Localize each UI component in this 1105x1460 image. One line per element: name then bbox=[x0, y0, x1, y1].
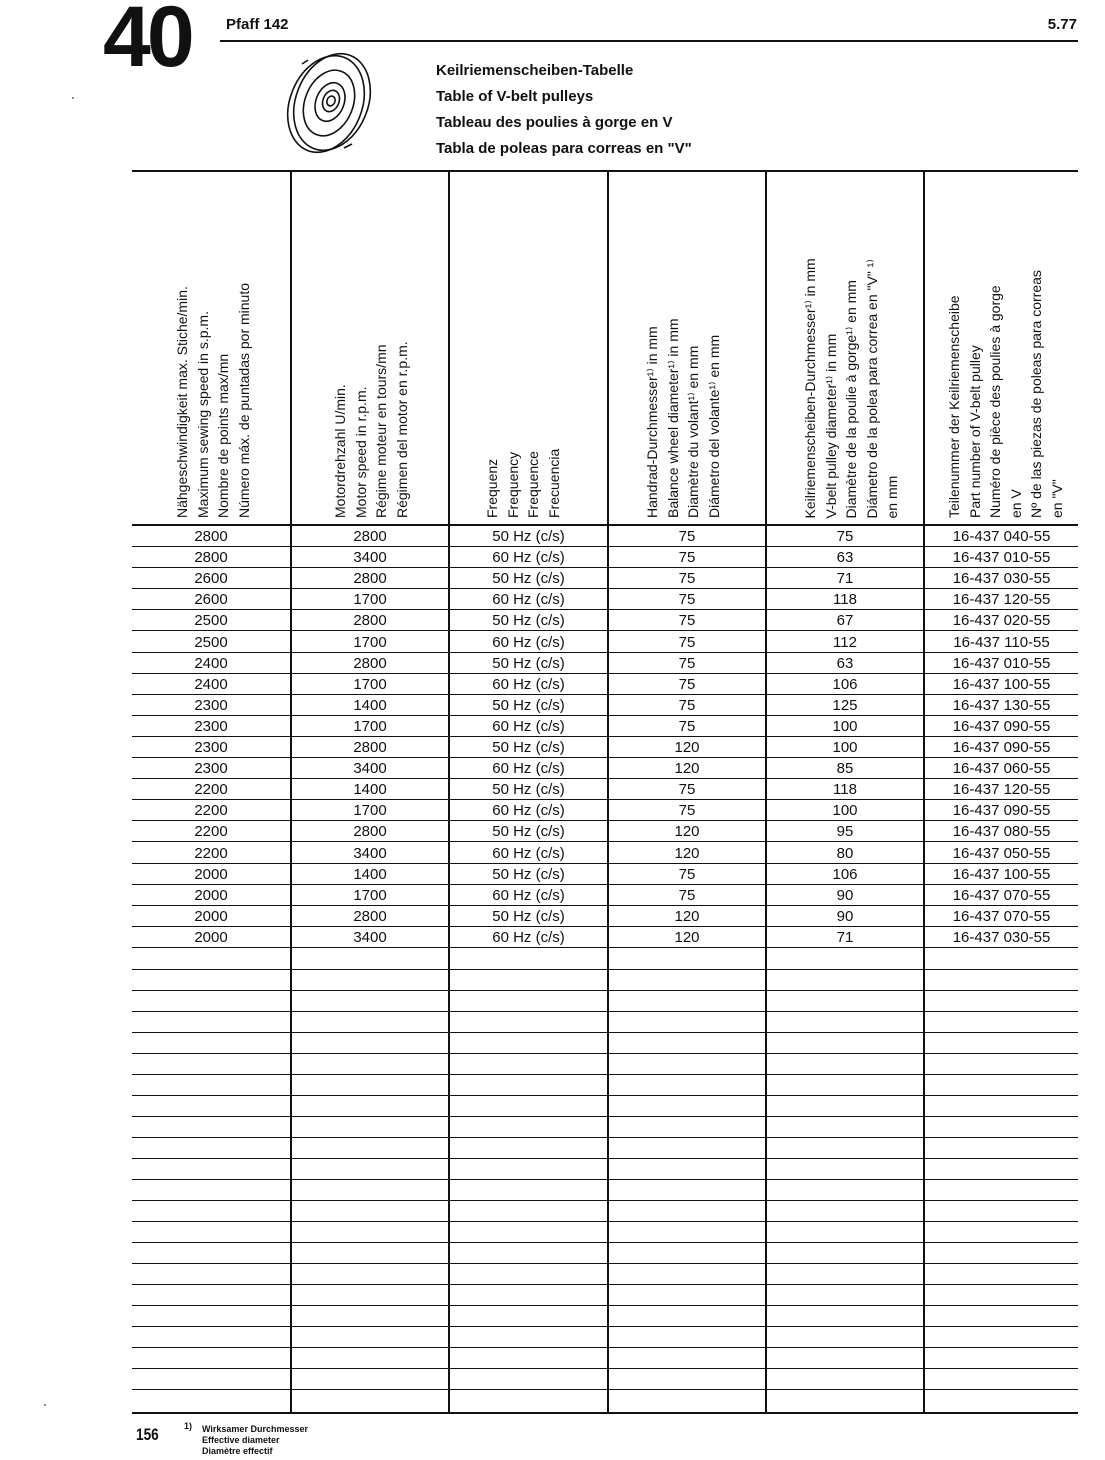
table-cell: 120 bbox=[674, 739, 700, 756]
table-cell: 1400 bbox=[353, 865, 387, 883]
table-top-rule bbox=[132, 170, 1078, 172]
table-cell: 1700 bbox=[353, 802, 387, 820]
table-cell: 75 bbox=[678, 865, 696, 883]
table-cell: 60 Hz (c/s) bbox=[492, 675, 565, 693]
header-line: Handrad-Durchmesser¹⁾ in mm bbox=[644, 326, 660, 518]
table-cell: 75 bbox=[678, 696, 696, 714]
table-cell: 2300 bbox=[194, 717, 228, 735]
table-row bbox=[132, 695, 1078, 716]
header-line: Frequence bbox=[525, 451, 541, 518]
table-row bbox=[132, 589, 1078, 610]
table-cell: 1400 bbox=[353, 696, 387, 714]
header-line: en V bbox=[1007, 489, 1024, 518]
table-row bbox=[132, 821, 1078, 842]
header-line: Motor speed in r.p.m. bbox=[352, 386, 369, 518]
table-row bbox=[132, 843, 1078, 864]
table-cell: 16-437 100-55 bbox=[952, 675, 1051, 693]
scan-speck bbox=[72, 97, 74, 99]
table-cell: 2200 bbox=[194, 844, 228, 862]
table-cell: 75 bbox=[678, 591, 696, 609]
table-cell: 16-437 070-55 bbox=[952, 907, 1051, 925]
header-line: Balance wheel diameter¹⁾ in mm bbox=[664, 318, 681, 518]
table-cell: 16-437 010-55 bbox=[952, 654, 1051, 672]
blank-row-rule bbox=[132, 1305, 1078, 1306]
table-cell: 1700 bbox=[353, 675, 387, 693]
table-cell: 50 Hz (c/s) bbox=[492, 696, 565, 714]
table-cell: 50 Hz (c/s) bbox=[492, 781, 565, 799]
table-cell: 60 Hz (c/s) bbox=[492, 760, 565, 778]
blank-row-rule bbox=[132, 1263, 1078, 1264]
table-cell: 100 bbox=[832, 802, 858, 820]
table-cell: 16-437 110-55 bbox=[953, 633, 1050, 651]
table-row bbox=[132, 610, 1078, 631]
header-line: Número máx. de puntadas por minuto bbox=[235, 282, 252, 518]
table-row bbox=[132, 737, 1078, 758]
table-cell: 2200 bbox=[194, 802, 228, 820]
header-line: en "V" bbox=[1048, 479, 1065, 518]
table-cell: 50 Hz (c/s) bbox=[492, 739, 565, 756]
header-line: Diámetro de la polea para correa en "V" ¹⁾ bbox=[863, 258, 880, 518]
blank-row-rule bbox=[132, 1221, 1078, 1222]
blank-row-rule bbox=[132, 1011, 1078, 1012]
table-cell: 75 bbox=[678, 633, 696, 651]
table-cell: 85 bbox=[836, 760, 854, 778]
row-rule bbox=[132, 947, 1078, 948]
blank-row-rule bbox=[132, 1158, 1078, 1159]
table-cell: 90 bbox=[836, 886, 854, 904]
table-cell: 60 Hz (c/s) bbox=[492, 717, 565, 735]
blank-row-rule bbox=[132, 1137, 1078, 1138]
table-cell: 2400 bbox=[194, 654, 228, 672]
table-cell: 16-437 080-55 bbox=[952, 823, 1051, 841]
table-cell: 63 bbox=[836, 549, 854, 567]
header-line: Régime moteur en tours/mn bbox=[373, 344, 389, 518]
header-line: Part number of V-belt pulley bbox=[966, 345, 983, 518]
table-cell: 75 bbox=[678, 886, 696, 904]
table-cell: 2000 bbox=[194, 928, 228, 946]
footnote-line: Diamètre effectif bbox=[202, 1446, 273, 1456]
table-cell: 2800 bbox=[353, 907, 387, 925]
table-cell: 2300 bbox=[194, 696, 228, 714]
table-cell: 75 bbox=[836, 528, 854, 545]
header-line: Nähgeschwindigkeit max. Stiche/min. bbox=[174, 286, 190, 518]
table-cell: 16-437 010-55 bbox=[952, 549, 1051, 567]
table-cell: 118 bbox=[833, 781, 857, 799]
blank-row-rule bbox=[132, 1389, 1078, 1390]
table-cell: 100 bbox=[832, 739, 858, 756]
table-cell: 60 Hz (c/s) bbox=[492, 549, 565, 567]
header-line: Numéro de pièce des poulies à gorge bbox=[987, 285, 1003, 518]
table-cell: 2800 bbox=[194, 528, 228, 545]
table-cell: 16-437 070-55 bbox=[952, 886, 1051, 904]
pulley-table bbox=[132, 170, 1078, 1414]
table-cell: 3400 bbox=[353, 928, 387, 946]
table-cell: 2200 bbox=[194, 823, 228, 841]
header-line: Frequency bbox=[504, 451, 521, 518]
table-cell: 2800 bbox=[194, 549, 228, 567]
table-cell: 120 bbox=[674, 844, 700, 862]
table-cell: 2300 bbox=[194, 739, 228, 756]
table-cell: 118 bbox=[833, 591, 857, 609]
blank-row-rule bbox=[132, 1242, 1078, 1243]
table-row bbox=[132, 927, 1078, 948]
table-cell: 50 Hz (c/s) bbox=[492, 823, 565, 841]
title-de: Keilriemenscheiben-Tabelle bbox=[436, 62, 634, 79]
table-cell: 120 bbox=[674, 928, 700, 946]
table-cell: 2200 bbox=[194, 781, 228, 799]
header-line: Frecuencia bbox=[545, 448, 562, 518]
table-row bbox=[132, 885, 1078, 906]
table-cell: 60 Hz (c/s) bbox=[492, 802, 565, 820]
table-cell: 2800 bbox=[353, 823, 387, 841]
table-row bbox=[132, 906, 1078, 927]
table-cell: 1700 bbox=[353, 886, 387, 904]
table-cell: 2800 bbox=[353, 528, 387, 545]
table-cell: 120 bbox=[674, 760, 700, 778]
table-cell: 2500 bbox=[194, 633, 228, 651]
table-cell: 1400 bbox=[353, 781, 387, 799]
table-cell: 16-437 030-55 bbox=[952, 928, 1051, 946]
table-cell: 50 Hz (c/s) bbox=[492, 612, 565, 630]
header-line: en mm bbox=[884, 475, 900, 518]
blank-row-rule bbox=[132, 1032, 1078, 1033]
title-fr: Tableau des poulies à gorge en V bbox=[436, 114, 673, 131]
blank-row-rule bbox=[132, 1326, 1078, 1327]
table-cell: 106 bbox=[832, 865, 858, 883]
table-cell: 75 bbox=[678, 781, 696, 799]
header-line: Keilriemenscheiben-Durchmesser¹⁾ in mm bbox=[802, 257, 818, 518]
table-cell: 2800 bbox=[353, 612, 387, 630]
table-cell: 67 bbox=[836, 612, 854, 630]
table-row bbox=[132, 547, 1078, 568]
v-belt-pulley-illustration bbox=[276, 52, 372, 160]
blank-row-rule bbox=[132, 1179, 1078, 1180]
table-cell: 75 bbox=[678, 612, 696, 630]
blank-row-rule bbox=[132, 1200, 1078, 1201]
table-cell: 16-437 120-55 bbox=[952, 591, 1051, 609]
table-cell: 50 Hz (c/s) bbox=[492, 570, 565, 588]
table-cell: 95 bbox=[836, 823, 854, 841]
blank-row-rule bbox=[132, 1284, 1078, 1285]
table-cell: 50 Hz (c/s) bbox=[492, 528, 565, 545]
table-cell: 1700 bbox=[353, 633, 387, 651]
table-cell: 90 bbox=[836, 907, 854, 925]
table-cell: 100 bbox=[832, 717, 858, 735]
header-line: Diamètre de la poulie à gorge¹⁾ en mm bbox=[843, 279, 859, 518]
table-cell: 3400 bbox=[353, 549, 387, 567]
header-line: V-belt pulley diameter¹⁾ in mm bbox=[822, 333, 839, 518]
model-name: Pfaff 142 bbox=[226, 16, 289, 33]
header-line: Diámetro del volante¹⁾ en mm bbox=[705, 334, 722, 518]
table-cell: 2000 bbox=[194, 907, 228, 925]
table-cell: 60 Hz (c/s) bbox=[492, 633, 565, 651]
table-cell: 16-437 090-55 bbox=[952, 717, 1051, 735]
table-cell: 2400 bbox=[194, 675, 228, 693]
blank-row-rule bbox=[132, 1053, 1078, 1054]
table-cell: 75 bbox=[678, 549, 696, 567]
table-cell: 75 bbox=[678, 654, 696, 672]
table-cell: 16-437 060-55 bbox=[952, 760, 1051, 778]
table-cell: 106 bbox=[832, 675, 858, 693]
footnote-line: Wirksamer Durchmesser bbox=[202, 1424, 308, 1434]
table-row bbox=[132, 653, 1078, 674]
table-row bbox=[132, 526, 1078, 547]
table-bottom-rule bbox=[132, 1412, 1078, 1414]
table-cell: 16-437 020-55 bbox=[952, 612, 1051, 630]
blank-row-rule bbox=[132, 1095, 1078, 1096]
table-cell: 50 Hz (c/s) bbox=[492, 865, 565, 883]
table-row bbox=[132, 800, 1078, 821]
table-cell: 2600 bbox=[194, 591, 228, 609]
table-row bbox=[132, 758, 1078, 779]
blank-row-rule bbox=[132, 969, 1078, 970]
table-cell: 2800 bbox=[353, 654, 387, 672]
table-cell: 75 bbox=[678, 528, 696, 545]
table-cell: 63 bbox=[836, 654, 854, 672]
footnote-line: Effective diameter bbox=[202, 1435, 280, 1445]
table-cell: 1700 bbox=[353, 717, 387, 735]
table-cell: 2600 bbox=[194, 570, 228, 588]
header-line: Régimen del motor en r.p.m. bbox=[393, 341, 410, 518]
header-line: Motordrehzahl U/min. bbox=[332, 384, 348, 518]
table-cell: 50 Hz (c/s) bbox=[492, 907, 565, 925]
edition-date: 5.77 bbox=[1047, 16, 1077, 33]
table-cell: 3400 bbox=[353, 844, 387, 862]
scan-speck bbox=[44, 1404, 46, 1406]
title-es: Tabla de poleas para correas en "V" bbox=[436, 140, 692, 157]
page-number: 156 bbox=[136, 1425, 159, 1444]
table-cell: 120 bbox=[674, 823, 700, 841]
header-line: Maximum sewing speed in s.p.m. bbox=[194, 311, 211, 518]
table-cell: 112 bbox=[833, 633, 857, 651]
table-cell: 2300 bbox=[194, 760, 228, 778]
blank-row-rule bbox=[132, 1347, 1078, 1348]
table-cell: 120 bbox=[674, 907, 700, 925]
table-row bbox=[132, 568, 1078, 589]
blank-row-rule bbox=[132, 1368, 1078, 1369]
table-cell: 75 bbox=[678, 802, 696, 820]
table-row bbox=[132, 632, 1078, 653]
table-cell: 2000 bbox=[194, 865, 228, 883]
blank-row-rule bbox=[132, 990, 1078, 991]
table-cell: 75 bbox=[678, 675, 696, 693]
table-cell: 50 Hz (c/s) bbox=[492, 654, 565, 672]
table-cell: 1700 bbox=[353, 591, 387, 609]
table-cell: 16-437 030-55 bbox=[952, 570, 1051, 588]
table-cell: 2500 bbox=[194, 612, 228, 630]
table-cell: 16-437 120-55 bbox=[952, 781, 1051, 799]
table-cell: 75 bbox=[678, 570, 696, 588]
table-row bbox=[132, 864, 1078, 885]
blank-row-rule bbox=[132, 1074, 1078, 1075]
table-row bbox=[132, 779, 1078, 800]
table-cell: 71 bbox=[836, 570, 854, 588]
table-cell: 125 bbox=[832, 696, 858, 714]
header-line: Nº de las piezas de poleas para correas bbox=[1028, 270, 1044, 518]
table-cell: 80 bbox=[836, 844, 854, 862]
table-cell: 2000 bbox=[194, 886, 228, 904]
table-cell: 16-437 040-55 bbox=[952, 528, 1051, 545]
blank-row-rule bbox=[132, 1116, 1078, 1117]
table-cell: 16-437 130-55 bbox=[952, 696, 1051, 714]
table-cell: 75 bbox=[678, 717, 696, 735]
table-cell: 71 bbox=[836, 928, 854, 946]
table-cell: 60 Hz (c/s) bbox=[492, 886, 565, 904]
table-cell: 16-437 090-55 bbox=[952, 739, 1051, 756]
header-line: Nombre de points max/mn bbox=[215, 353, 231, 518]
table-cell: 60 Hz (c/s) bbox=[492, 928, 565, 946]
table-titles bbox=[436, 60, 692, 164]
table-cell: 16-437 050-55 bbox=[952, 844, 1051, 862]
title-en: Table of V-belt pulleys bbox=[436, 88, 594, 105]
header-line: Teilenummer der Keilriemenscheibe bbox=[946, 295, 962, 518]
table-cell: 3400 bbox=[353, 760, 387, 778]
table-cell: 60 Hz (c/s) bbox=[492, 844, 565, 862]
table-cell: 16-437 100-55 bbox=[952, 865, 1051, 883]
table-cell: 16-437 090-55 bbox=[952, 802, 1051, 820]
table-cell: 60 Hz (c/s) bbox=[492, 591, 565, 609]
table-row bbox=[132, 674, 1078, 695]
table-cell: 2800 bbox=[353, 570, 387, 588]
footnote-mark: 1) bbox=[184, 1421, 193, 1431]
header-line: Diamètre du volant¹⁾ en mm bbox=[685, 345, 701, 518]
table-cell: 2800 bbox=[353, 739, 387, 756]
header-rule bbox=[220, 40, 1078, 42]
table-row bbox=[132, 716, 1078, 737]
footnote bbox=[184, 1421, 308, 1457]
section-number: 40 bbox=[103, 0, 191, 85]
header-line: Frequenz bbox=[484, 458, 500, 518]
